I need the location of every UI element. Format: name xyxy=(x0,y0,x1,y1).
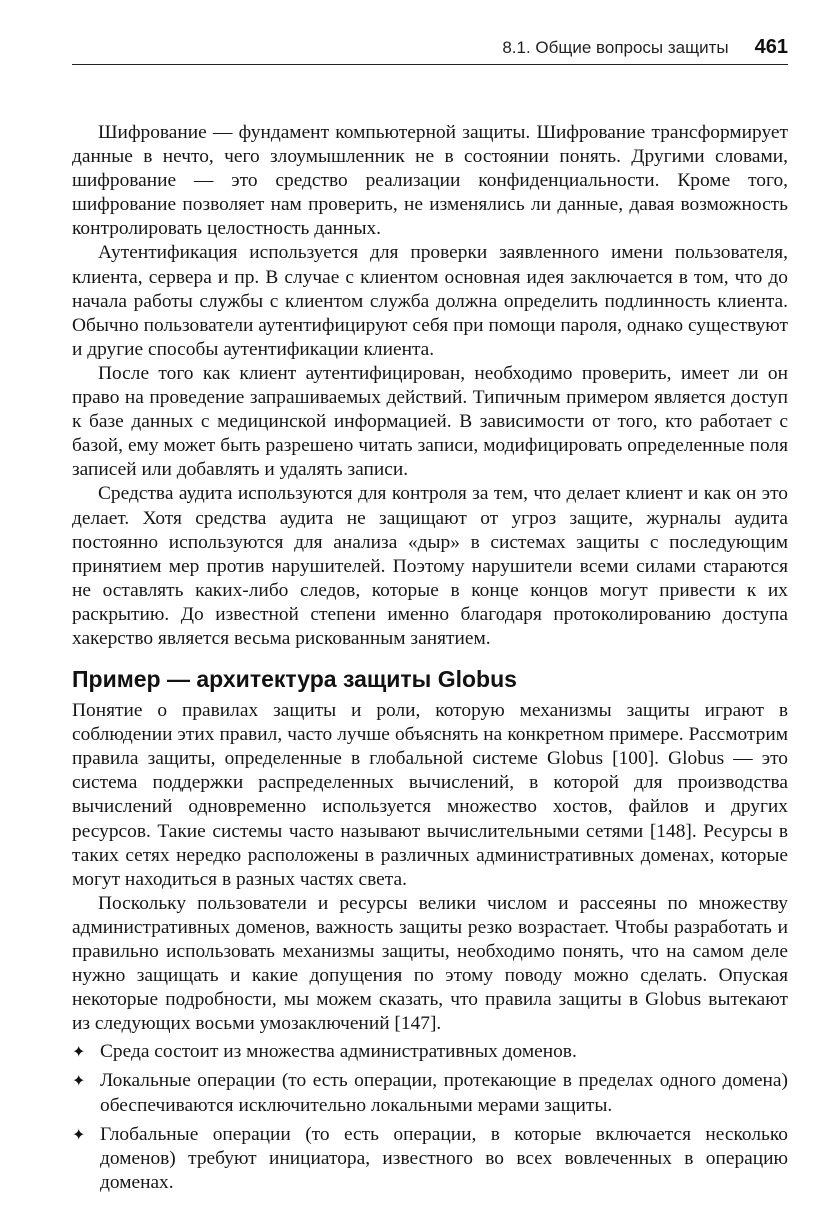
paragraph-authorization: После того как клиент аутентифицирован, необходимо проверить, имеет ли он право на проведение запрашиваемых действий. Типичным примером является доступ к базе данных с медицинской информацией. В зависимости от того, кто работает с базой, ему может быть разрешено читать записи, модифицировать определенные поля записей или добавлять и удалять записи. xyxy=(72,362,788,481)
list-item-text: Глобальные операции (то есть операции, в которые включается несколько доменов) требуют инициатора, известного во всех вовлеченных в операцию доменах. xyxy=(100,1123,788,1193)
paragraph-globus-assumptions: Поскольку пользователи и ресурсы велики числом и рассеяны по множеству административных доменов, важность защиты резко возрастает. Чтобы разработать и правильно использовать механизмы защиты, необходимо понять, что на самом деле нужно защищать и какие допущения по этому поводу можно сделать. Опуская некоторые подробности, мы можем сказать, что правила защиты в Globus вытекают из следующих восьми умозаключений [147]. xyxy=(72,892,788,1035)
running-header xyxy=(72,36,788,65)
paragraph-authentication: Аутентификация используется для проверки заявленного имени пользователя, клиента, сервера и пр. В случае с клиентом основная идея заключается в том, что до начала работы службы с клиентом служба должна определить подлинность клиента. Обычно пользователи аутентифицируют себя при помощи пароля, однако существуют и другие способы аутентификации клиента. xyxy=(72,242,788,360)
assumptions-list xyxy=(72,1040,788,1195)
list-item-text: Среда состоит из множества административных доменов. xyxy=(100,1041,577,1063)
section-title: 8.1. Общие вопросы защиты xyxy=(502,38,729,57)
list-item xyxy=(72,1040,788,1064)
star-bullet-icon: ✦ xyxy=(72,1124,86,1144)
list-item xyxy=(72,1123,788,1195)
page-number: 461 xyxy=(754,36,788,58)
paragraph-auditing: Средства аудита используются для контроля за тем, что делает клиент и как он это делает. Хотя средства аудита не защищают от угроз защите, журналы аудита постоянно используются для анализа «дыр» в системах защиты с последующим принятием мер против нарушителей. Поэтому нарушители всеми силами стараются не оставлять каких-либо следов, которые в конце концов могут привести к их раскрытию. До известной степени именно благодаря протоколированию доступа хакерство является весьма рискованным занятием. xyxy=(72,483,788,649)
page-body xyxy=(72,121,788,1195)
star-bullet-icon: ✦ xyxy=(72,1042,86,1062)
section-heading: Пример — архитектура защиты Globus xyxy=(72,666,517,693)
list-item xyxy=(72,1069,788,1117)
paragraph-globus-intro: Понятие о правилах защиты и роли, которую механизмы защиты играют в соблюдении этих правил, часто лучше объяснять на конкретном примере. Рассмотрим правила защиты, определенные в глобальной системе Globus [100]. Globus — это система поддержки распределенных вычислений, в которой для производства вычислений одновременно используется множество хостов, файлов и других ресурсов. Такие системы часто называют вычислительными сетями [148]. Ресурсы в таких сетях нередко расположены в различных административных доменах, которые могут находиться в разных частях света. xyxy=(72,700,788,890)
star-bullet-icon: ✦ xyxy=(72,1071,86,1091)
paragraph-encryption: Шифрование — фундамент компьютерной защиты. Шифрование трансформирует данные в нечто, чего злоумышленник не в состоянии понять. Другими словами, шифрование — это средство реализации конфиденциальности. Кроме того, шифрование позволяет нам проверить, не изменялись ли данные, давая возможность контролировать целостность данных. xyxy=(72,122,788,240)
book-page xyxy=(72,36,788,1200)
list-item-text: Локальные операции (то есть операции, протекающие в пределах одного домена) обеспечиваются исключительно локальными мерами защиты. xyxy=(100,1070,788,1116)
